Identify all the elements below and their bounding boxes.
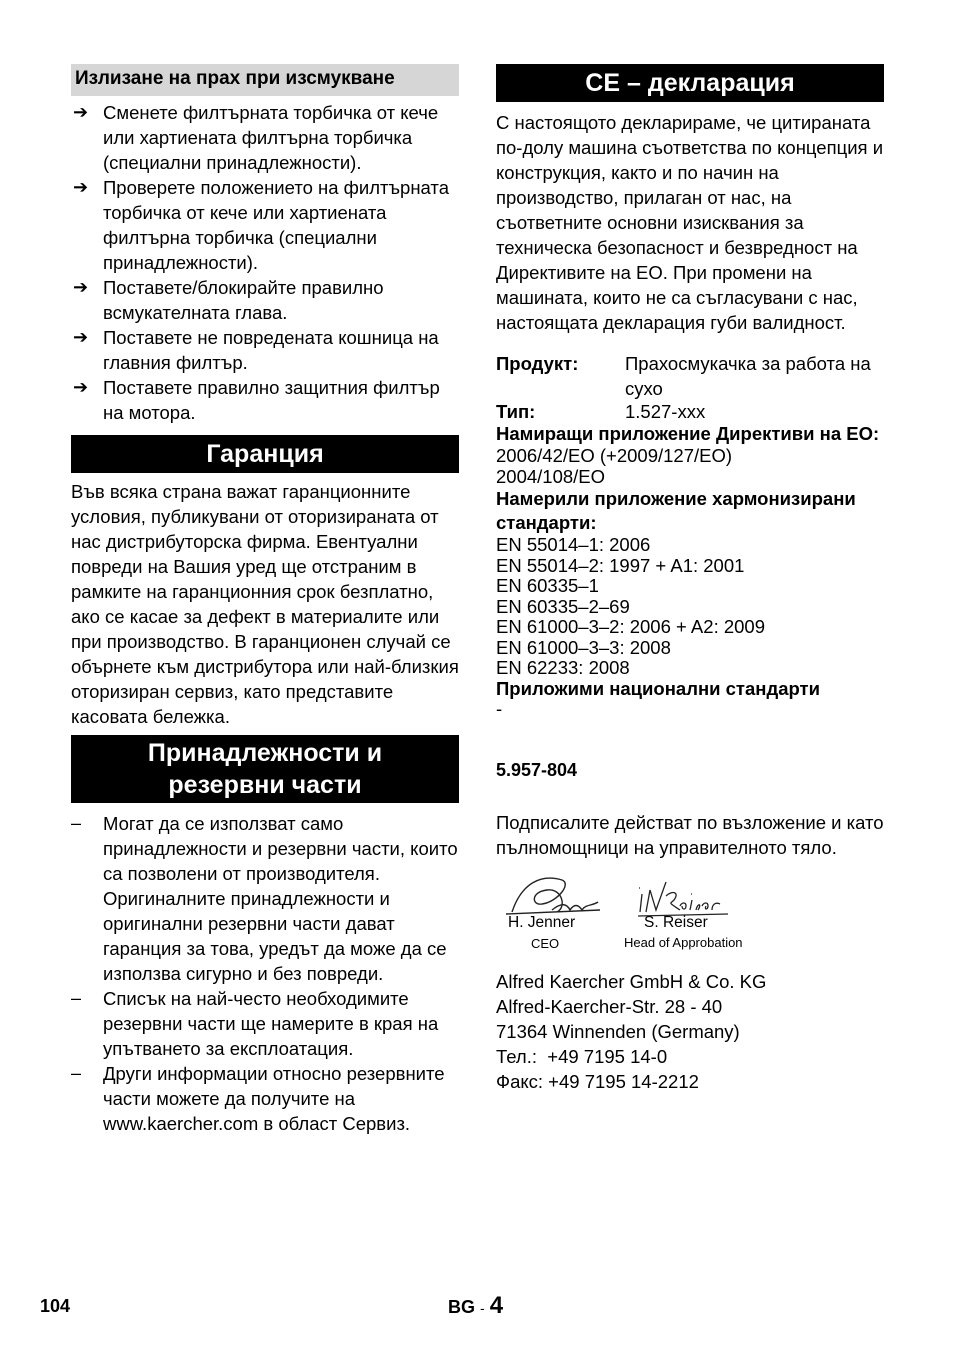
ce-intro: С настоящото декларираме, че цитираната по-долу машина съответства по концепция и конструкция, както и по начин на производство, прилаган от нас, на съответните основни изисквания за техническа безопасност и безвредност на Директивите на ЕО. При промени на машината, които не са съгласувани с нас, настоящата декларация губи валидност.	[496, 112, 884, 333]
arrow-icon: ➔	[73, 327, 89, 347]
parts-list	[71, 811, 459, 1136]
list-item: – Други информации относно резервните части можете да получите на www.kaercher.com в област Сервиз.	[71, 1063, 445, 1134]
arrow-icon: ➔	[73, 177, 89, 197]
arrow-icon: ➔	[73, 377, 89, 397]
address-line: Alfred Kaercher GmbH & Co. KG	[496, 970, 767, 992]
dust-list	[71, 100, 459, 425]
doc-number: 5.957-804	[496, 759, 578, 780]
signer1-name: H. Jenner	[508, 913, 576, 931]
parts-heading: Принадлежности и резервни части	[71, 735, 459, 803]
warranty-text: Във всяка страна важат гаранционните условия, публикувани от оторизираната от нас дистрибуторска фирма. Евентуални повреди на Вашия уред ще отстраним в рамките на гаранционния срок безплатно, ако се касае за дефект в материалите или при производство. В гаранционен случай се обърнете към дистрибутора или най-близкия оторизиран сервиз, като представите касовата бележка.	[71, 481, 459, 727]
dash-icon: –	[71, 813, 82, 833]
address-line: Факс: +49 7195 14-2212	[496, 1070, 699, 1092]
address-line: Тел.: +49 7195 14-0	[496, 1045, 668, 1067]
arrow-icon: ➔	[73, 102, 89, 122]
ce-heading: CE – декларация	[496, 64, 884, 102]
list-item: – Могат да се използват само принадлежности и резервни части, които са позволени от производителя. Оригиналните принадлежности и оригинални резервни части дават гаранция за това, уредът да може да се използва сигурно и без повреди.	[71, 813, 458, 984]
list-item: – Списък на най-често необходимите резервни части ще намерите в края на упътването за експлоатация.	[71, 988, 439, 1059]
national-label: Приложими национални стандарти	[496, 677, 820, 699]
standards-label: Намерили приложение хармонизирани стандарти:	[496, 488, 856, 533]
signer2-name: S. Reiser	[644, 913, 708, 931]
type-row: Тип: 1.527-xxx	[496, 401, 706, 422]
arrow-icon: ➔	[73, 277, 89, 297]
list-item: ➔ Поставете/блокирайте правилно всмукателната глава.	[73, 277, 384, 323]
address-line: 71364 Winnenden (Germany)	[496, 1020, 740, 1042]
standard-item: EN 61000–3–2: 2006 + A2: 2009	[496, 616, 765, 637]
right-column	[496, 64, 884, 1094]
directive-item: 2006/42/EO (+2009/127/EO)	[496, 445, 733, 466]
list-item: ➔ Поставете правилно защитния филтър на мотора.	[73, 377, 440, 423]
dash-icon: –	[71, 1063, 82, 1083]
page-number: 104	[40, 1296, 71, 1316]
address-line: Alfred-Kaercher-Str. 28 - 40	[496, 995, 723, 1017]
list-item: ➔ Проверете положението на филтърната торбичка от кече или хартиената филтърна торбичка (специални принадлежности).	[73, 177, 449, 273]
standard-item: EN 55014–1: 2006	[496, 534, 651, 555]
language-page: BG - 4	[448, 1292, 504, 1319]
standard-item: EN 60335–1	[496, 575, 599, 596]
product-row: Продукт: Прахосмукачка за работа на сухо	[496, 353, 871, 399]
standard-item: EN 60335–2–69	[496, 595, 630, 617]
list-item: ➔ Сменете филтърната торбичка от кече или хартиената филтърна торбичка (специални принадлежности).	[73, 102, 439, 173]
signatories-text: Подписалите действат по възложение и като пълномощници на управителното тяло.	[496, 811, 884, 858]
standard-item: EN 62233: 2008	[496, 657, 630, 678]
address	[496, 969, 884, 1094]
ce-details	[496, 353, 884, 720]
signer1-role: CEO	[531, 935, 560, 951]
signatures	[496, 872, 884, 962]
standard-item: EN 61000–3–3: 2008	[496, 636, 671, 658]
left-column	[71, 64, 459, 1136]
national-value: -	[496, 698, 503, 719]
warranty-heading: Гаранция	[71, 435, 459, 473]
list-item: ➔ Поставете не повредената кошница на главния филтър.	[73, 327, 439, 373]
signer2-role: Head of Approbation	[624, 934, 743, 950]
dust-heading: Излизане на прах при изсмукване	[71, 64, 459, 96]
directives-label: Намиращи приложение Директиви на ЕО:	[496, 423, 880, 444]
standard-item: EN 55014–2: 1997 + A1: 2001	[496, 554, 745, 576]
directive-item: 2004/108/EO	[496, 465, 606, 487]
dash-icon: –	[71, 988, 82, 1008]
